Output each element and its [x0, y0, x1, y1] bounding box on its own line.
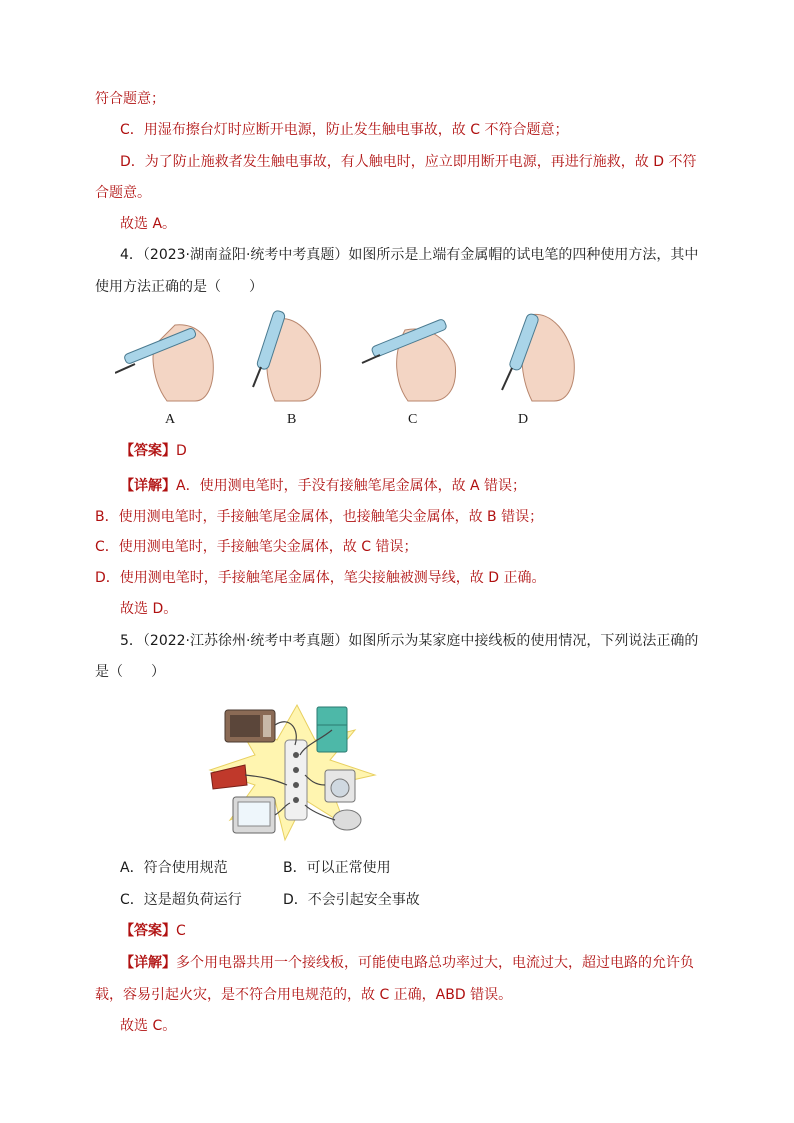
- fig-label-b: B: [287, 412, 297, 427]
- detail-text: A．使用测电笔时，手没有接触笔尾金属体，故 A 错误；: [176, 478, 527, 494]
- q5-detail-cont: 载，容易引起火灾，是不符合用电规范的，故 C 正确，ABD 错误。: [95, 987, 513, 1003]
- prev-answer-tail: 符合题意；: [95, 91, 165, 107]
- grip-b-image: [253, 310, 321, 401]
- q5-stem: 5．（2022·江苏徐州·统考中考真题）如图所示为某家庭中接线板的使用情况，下列说法正确的: [120, 633, 699, 649]
- q5-option-c: C．这是超负荷运行: [120, 892, 242, 908]
- rice-cooker-image: [333, 810, 361, 830]
- fig-label-d: D: [518, 412, 529, 427]
- q5-option-a: A．符合使用规范: [120, 860, 228, 876]
- q5-option-b: B．可以正常使用: [283, 860, 391, 876]
- microwave-image: [225, 710, 275, 742]
- fig-label-c: C: [408, 412, 418, 427]
- q4-stem-cont: 使用方法正确的是（ ）: [95, 279, 263, 295]
- q4-detail-d: D．使用测电笔时，手接触笔尾金属体，笔尖接触被测导线，故 D 正确。: [95, 570, 546, 586]
- q4-detail-a: [120, 476, 526, 496]
- detail-tag: 【详解】: [120, 955, 176, 971]
- q4-detail-b: B．使用测电笔时，手接触笔尾金属体，也接触笔尖金属体，故 B 错误；: [95, 509, 544, 525]
- q4-detail-c: C．使用测电笔时，手接触笔尖金属体，故 C 错误；: [95, 539, 418, 555]
- tv-image: [233, 797, 275, 833]
- q5-option-d: D．不会引起安全事故: [283, 892, 420, 908]
- answer-value: C: [176, 923, 186, 939]
- prev-option-d-explanation: D．为了防止施救者发生触电事故，有人触电时，应立即用断开电源，再进行施救，故 D 不符: [120, 154, 697, 170]
- q5-stem-cont: 是（ ）: [95, 664, 165, 680]
- detail-text: 多个用电器共用一个接线板，可能使电路总功率过大，电流过大，超过电路的允许负: [176, 955, 694, 971]
- answer-tag: 【答案】: [120, 443, 176, 459]
- q4-answer: [120, 441, 187, 461]
- detail-tag: 【详解】: [120, 478, 176, 494]
- q5-answer: [120, 921, 186, 941]
- prev-option-c-explanation: C．用湿布擦台灯时应断开电源，防止发生触电事故，故 C 不符合题意；: [120, 122, 569, 138]
- answer-value: D: [176, 443, 187, 459]
- q4-stem: 4．（2023·湖南益阳·统考中考真题）如图所示是上端有金属帽的试电笔的四种使用方法，其中: [120, 247, 699, 263]
- q4-test-pen-figure: [115, 305, 585, 405]
- grip-a-image: [115, 325, 213, 401]
- refrigerator-image: [317, 707, 347, 752]
- answer-tag: 【答案】: [120, 923, 176, 939]
- grip-c-image: [362, 318, 456, 401]
- prev-conclusion: 故选 A。: [120, 216, 177, 232]
- q4-conclusion: 故选 D。: [120, 601, 178, 617]
- washing-machine-image: [325, 770, 355, 802]
- grip-d-image: [502, 313, 574, 401]
- prev-option-d-explanation-cont: 合题意。: [95, 185, 151, 201]
- q5-power-strip-figure: [205, 685, 390, 845]
- fig-label-a: A: [165, 412, 176, 427]
- q5-conclusion: 故选 C。: [120, 1018, 177, 1034]
- power-strip-image: [285, 740, 307, 820]
- q5-detail: [120, 953, 694, 973]
